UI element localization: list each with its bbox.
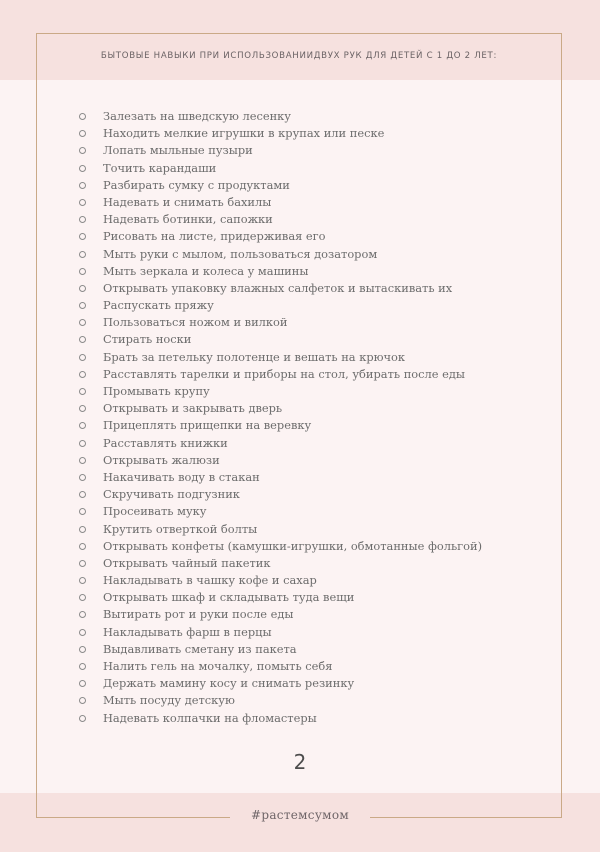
list-item-text: Накладывать в чашку кофе и сахар <box>103 573 317 588</box>
list-item-text: Открывать и закрывать дверь <box>103 401 283 416</box>
circle-bullet-icon <box>79 405 86 412</box>
circle-bullet-icon <box>79 422 86 429</box>
list-item-text: Открывать жалюзи <box>103 452 220 467</box>
list-item-text: Надевать колпачки на фломастеры <box>103 710 317 725</box>
circle-bullet-icon <box>79 508 86 515</box>
circle-bullet-icon <box>79 199 86 206</box>
list-item-text: Лопать мыльные пузыри <box>103 143 253 158</box>
circle-bullet-icon <box>79 354 86 361</box>
list-item <box>76 108 546 125</box>
circle-bullet-icon <box>79 491 86 498</box>
list-item <box>76 142 546 159</box>
list-item <box>76 366 546 383</box>
list-item-text: Рисовать на листе, придерживая его <box>103 229 326 244</box>
list-item-text: Мыть посуду детскую <box>103 693 235 708</box>
list-item <box>76 589 546 606</box>
page-title: БЫТОВЫЕ НАВЫКИ ПРИ ИСПОЛЬЗОВАНИИДВУХ РУК ДЛЯ ДЕТЕЙ С 1 ДО 2 ЛЕТ: <box>100 51 498 61</box>
circle-bullet-icon <box>79 457 86 464</box>
list-item-text: Открывать конфеты (камушки-игрушки, обмотанные фольгой) <box>103 538 483 553</box>
list-item <box>76 521 546 538</box>
list-item <box>76 555 546 572</box>
list-item <box>76 263 546 280</box>
list-item-text: Надевать и снимать бахилы <box>103 194 272 209</box>
list-item-text: Скручивать подгузник <box>103 487 240 502</box>
list-item <box>76 710 546 727</box>
circle-bullet-icon <box>79 147 86 154</box>
circle-bullet-icon <box>79 251 86 258</box>
list-item <box>76 331 546 348</box>
circle-bullet-icon <box>79 182 86 189</box>
list-item <box>76 503 546 520</box>
list-item <box>76 435 546 452</box>
list-item <box>76 692 546 709</box>
page-number: 2 <box>293 750 307 774</box>
circle-bullet-icon <box>79 302 86 309</box>
list-item <box>76 400 546 417</box>
list-item <box>76 469 546 486</box>
list-item <box>76 280 546 297</box>
circle-bullet-icon <box>79 560 86 567</box>
circle-bullet-icon <box>79 130 86 137</box>
list-item <box>76 297 546 314</box>
list-item-text: Открывать шкаф и складывать туда вещи <box>103 590 355 605</box>
list-item <box>76 383 546 400</box>
list-item-text: Крутить отверткой болты <box>103 521 258 536</box>
list-item-text: Находить мелкие игрушки в крупах или песке <box>103 126 385 141</box>
list-item-text: Расставлять книжки <box>103 435 228 450</box>
circle-bullet-icon <box>79 629 86 636</box>
circle-bullet-icon <box>79 285 86 292</box>
list-item <box>76 160 546 177</box>
list-item-text: Налить гель на мочалку, помыть себя <box>103 659 333 673</box>
list-item-text: Мыть зеркала и колеса у машины <box>103 263 309 278</box>
list-item <box>76 177 546 194</box>
circle-bullet-icon <box>79 663 86 670</box>
list-item-text: Разбирать сумку с продуктами <box>103 177 290 192</box>
circle-bullet-icon <box>79 233 86 240</box>
list-item-text: Расставлять тарелки и приборы на стол, убирать после еды <box>103 366 465 381</box>
list-item <box>76 417 546 434</box>
circle-bullet-icon <box>79 543 86 550</box>
list-item <box>76 538 546 555</box>
list-item-text: Стирать носки <box>103 332 192 347</box>
circle-bullet-icon <box>79 165 86 172</box>
circle-bullet-icon <box>79 594 86 601</box>
list-item <box>76 349 546 366</box>
list-item-text: Надевать ботинки, сапожки <box>103 212 273 227</box>
circle-bullet-icon <box>79 577 86 584</box>
list-item <box>76 314 546 331</box>
list-item <box>76 194 546 211</box>
circle-bullet-icon <box>79 715 86 722</box>
list-item-text: Залезать на шведскую лесенку <box>103 109 292 123</box>
list-item-text: Просеивать муку <box>103 504 207 519</box>
list-item <box>76 658 546 675</box>
circle-bullet-icon <box>79 216 86 223</box>
list-item-text: Промывать крупу <box>103 384 210 398</box>
list-item <box>76 211 546 228</box>
list-item-text: Вытирать рот и руки после еды <box>103 607 294 622</box>
list-item-text: Открывать упаковку влажных салфеток и вытаскивать их <box>103 280 453 295</box>
list-item <box>76 125 546 142</box>
skills-list <box>76 108 546 727</box>
list-item-text: Прицеплять прищепки на веревку <box>103 418 312 433</box>
list-item-text: Выдавливать сметану из пакета <box>103 641 297 656</box>
list-item <box>76 486 546 503</box>
circle-bullet-icon <box>79 680 86 687</box>
list-item <box>76 675 546 692</box>
list-item <box>76 228 546 245</box>
list-item-text: Накачивать воду в стакан <box>103 469 260 484</box>
circle-bullet-icon <box>79 697 86 704</box>
list-item-text: Распускать пряжу <box>103 298 214 313</box>
circle-bullet-icon <box>79 268 86 275</box>
circle-bullet-icon <box>79 611 86 618</box>
list-item-text: Точить карандаши <box>103 160 217 175</box>
circle-bullet-icon <box>79 440 86 447</box>
list-item-text: Брать за петельку полотенце и вешать на крючок <box>103 349 406 364</box>
list-item <box>76 246 546 263</box>
list-item-text: Держать мамину косу и снимать резинку <box>103 676 355 691</box>
circle-bullet-icon <box>79 336 86 343</box>
list-item-text: Накладывать фарш в перцы <box>103 624 272 639</box>
list-item-text: Мыть руки с мылом, пользоваться дозатором <box>103 246 378 261</box>
circle-bullet-icon <box>79 526 86 533</box>
list-item <box>76 572 546 589</box>
list-item <box>76 606 546 623</box>
hashtag: #растемсумом <box>251 808 349 822</box>
circle-bullet-icon <box>79 646 86 653</box>
circle-bullet-icon <box>79 474 86 481</box>
list-item-text: Пользоваться ножом и вилкой <box>103 315 288 330</box>
list-item <box>76 624 546 641</box>
list-item-text: Открывать чайный пакетик <box>103 555 271 570</box>
circle-bullet-icon <box>79 371 86 378</box>
circle-bullet-icon <box>79 319 86 326</box>
list-item <box>76 452 546 469</box>
circle-bullet-icon <box>79 388 86 395</box>
list-item <box>76 641 546 658</box>
circle-bullet-icon <box>79 113 86 120</box>
